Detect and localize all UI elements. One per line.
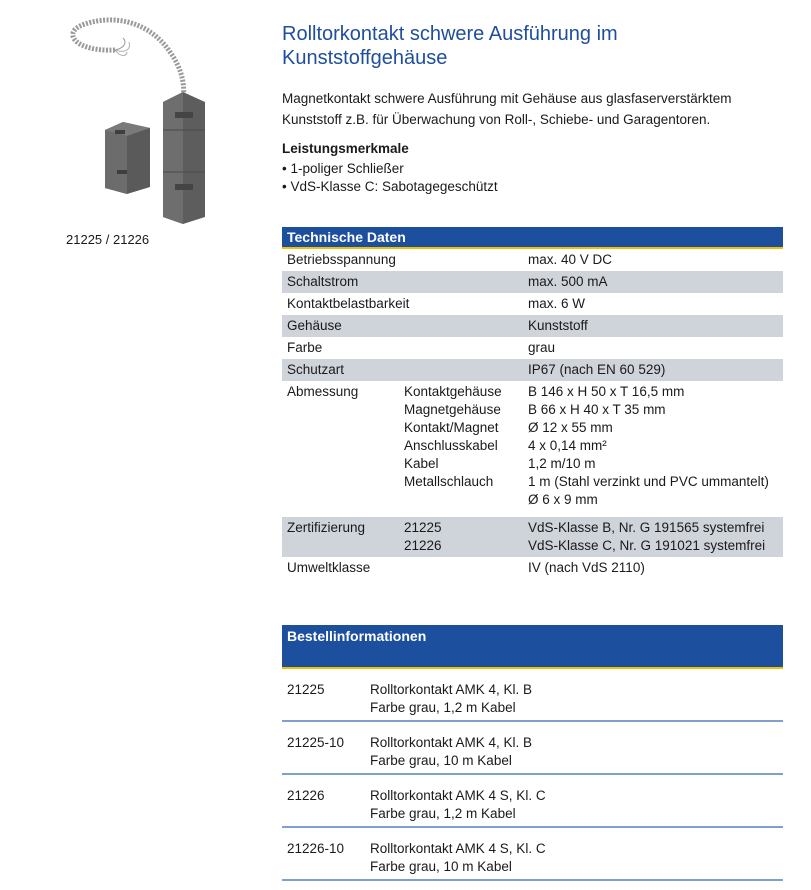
zertifizierung-values — [528, 519, 783, 555]
order-desc-line: Rolltorkontakt AMK 4 S, Kl. C — [370, 788, 546, 803]
value-line: B 66 x H 40 x T 35 mm — [528, 402, 666, 417]
features-list — [282, 160, 783, 196]
sublabel: Anschlusskabel — [404, 438, 498, 453]
tech-label: Schutzart — [287, 362, 345, 377]
page-title: Rolltorkontakt schwere Ausführung im Kunststoffgehäuse — [282, 23, 618, 69]
tech-label: Farbe — [287, 340, 323, 355]
tech-row — [282, 337, 783, 359]
order-desc-line: Farbe grau, 10 m Kabel — [370, 859, 512, 874]
order-desc-line: Rolltorkontakt AMK 4 S, Kl. C — [370, 841, 546, 856]
sublabel: Magnetgehäuse — [404, 402, 501, 417]
order-item — [282, 722, 783, 775]
order-item — [282, 775, 783, 828]
order-number: 21225-10 — [287, 735, 345, 750]
tech-label: Betriebsspannung — [287, 252, 396, 267]
sublabel: Kontakt/Magnet — [404, 420, 499, 435]
sublabel: Metallschlauch — [404, 474, 494, 489]
tech-row — [282, 293, 783, 315]
tech-label: Abmessung — [287, 384, 359, 399]
tech-row — [282, 315, 783, 337]
tech-data-heading: Technische Daten — [282, 227, 783, 249]
value-line: 1 m (Stahl verzinkt und PVC ummantelt) — [528, 474, 769, 489]
value-line: 4 x 0,14 mm² — [528, 438, 607, 453]
tech-value: max. 6 W — [528, 296, 586, 311]
zertifizierung-sublabels — [404, 519, 528, 555]
order-number: 21226-10 — [287, 841, 345, 856]
tech-value: Kunststoff — [528, 318, 588, 333]
sublabel: 21226 — [404, 538, 442, 553]
order-description — [370, 681, 783, 718]
features-heading: Leistungsmerkmale — [282, 141, 409, 156]
product-description — [282, 22, 783, 196]
sublabel: Kabel — [404, 456, 439, 471]
tech-row — [282, 557, 783, 579]
tech-data-table — [282, 227, 783, 579]
order-description — [370, 840, 783, 877]
tech-value: max. 40 V DC — [528, 252, 613, 267]
tech-value: IV (nach VdS 2110) — [528, 560, 645, 575]
tech-row — [282, 249, 783, 271]
tech-row — [282, 359, 783, 381]
order-item — [282, 669, 783, 722]
tech-row — [282, 271, 783, 293]
tech-label: Zertifizierung — [287, 520, 366, 535]
order-desc-line: Farbe grau, 1,2 m Kabel — [370, 806, 516, 821]
order-heading: Bestellinformationen — [282, 625, 783, 669]
tech-row-zertifizierung — [282, 517, 783, 557]
tech-label: Gehäuse — [287, 318, 342, 333]
abmessung-sublabels — [404, 383, 528, 509]
order-desc-line: Farbe grau, 1,2 m Kabel — [370, 700, 516, 715]
value-line: VdS-Klasse C, Nr. G 191021 systemfrei — [528, 538, 766, 553]
order-number: 21226 — [287, 788, 325, 803]
sublabel: Kontaktgehäuse — [404, 384, 502, 399]
order-desc-line: Farbe grau, 10 m Kabel — [370, 753, 512, 768]
value-line: Ø 12 x 55 mm — [528, 420, 613, 435]
tech-value: IP67 (nach EN 60 529) — [528, 362, 666, 377]
value-line: 1,2 m/10 m — [528, 456, 596, 471]
value-line: B 146 x H 50 x T 16,5 mm — [528, 384, 685, 399]
tech-label: Kontaktbelastbarkeit — [287, 296, 410, 311]
value-line: VdS-Klasse B, Nr. G 191565 systemfrei — [528, 520, 765, 535]
order-number: 21225 — [287, 682, 325, 697]
order-description — [370, 787, 783, 824]
order-info — [282, 625, 783, 881]
order-item — [282, 828, 783, 881]
feature-item: • VdS-Klasse C: Sabotagegeschützt — [282, 178, 783, 196]
tech-value: max. 500 mA — [528, 274, 608, 289]
tech-label: Schaltstrom — [287, 274, 359, 289]
order-desc-line: Rolltorkontakt AMK 4, Kl. B — [370, 735, 533, 750]
order-desc-line: Rolltorkontakt AMK 4, Kl. B — [370, 682, 533, 697]
order-description — [370, 734, 783, 771]
intro-text: Magnetkontakt schwere Ausführung mit Gehäuse aus glasfaserverstärktem Kunststoff z.B. für Überwachung von Roll-, Schiebe- und Garagentoren. — [282, 91, 732, 127]
image-caption: 21225 / 21226 — [66, 232, 150, 247]
product-image — [55, 12, 235, 227]
value-line: Ø 6 x 9 mm — [528, 492, 598, 507]
feature-item: • 1-poliger Schließer — [282, 160, 783, 178]
tech-value: grau — [528, 340, 556, 355]
tech-row-abmessung — [282, 381, 783, 517]
sublabel: 21225 — [404, 520, 442, 535]
tech-label: Umweltklasse — [287, 560, 371, 575]
abmessung-values — [528, 383, 783, 509]
